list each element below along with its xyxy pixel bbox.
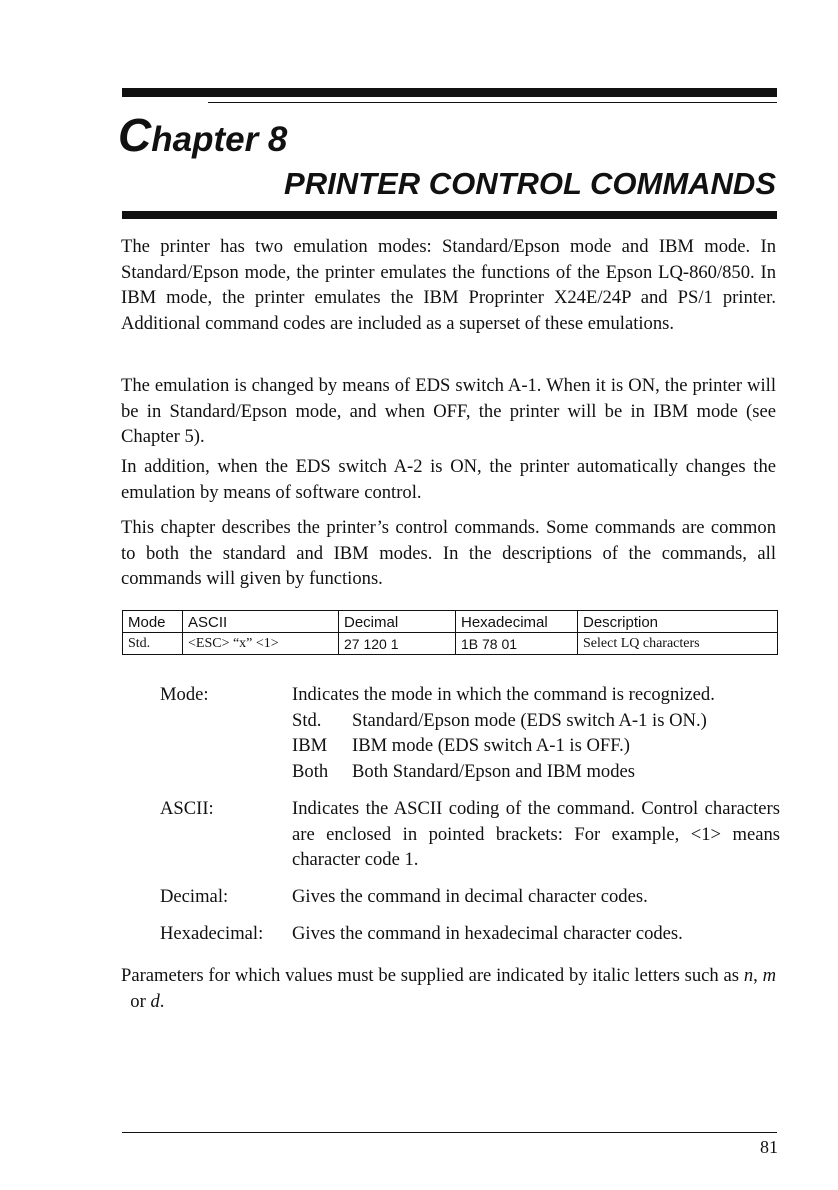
chapter-label-rest: hapter 8 [151,120,288,159]
header-description: Description [578,611,778,633]
chapter-bottom-thick-rule [122,211,777,219]
header-decimal: Decimal [339,611,456,633]
header-hexadecimal: Hexadecimal [456,611,578,633]
parameters-comma: , [753,965,763,986]
param-d: d [150,990,160,1012]
definition-description: Gives the command in decimal character codes. [292,885,648,907]
example-hexadecimal: 1B 78 01 [456,633,578,655]
chapter-top-thick-rule [122,88,777,97]
intro-paragraph: The printer has two emulation modes: Standard/Epson mode and IBM mode. In Standard/Epson mode, the printer emulates the functions of the Epson LQ-860/850. In IBM mode, the printer emulates the IBM Proprinter X24E/24P and PS/1 printer. Additional command codes are included as a superset of these emulations. [121,236,776,335]
chapter-description-paragraph: This chapter describes the printer’s control commands. Some commands are common to both the standard and IBM modes. In the descriptions of the commands, all commands will given by functions. [121,517,776,590]
example-description: Select LQ characters [578,633,778,655]
chapter-label-initial: C [118,109,152,161]
param-m: m [762,965,776,986]
header-mode: Mode [123,611,183,633]
example-ascii: <ESC> “x” <1> [183,633,339,655]
mode-option-text: Both Standard/Epson and IBM modes [352,761,636,783]
mode-option-ibm [292,733,780,759]
parameters-text: Parameters for which values must be supplied are indicated by italic letters such as [121,965,744,986]
mode-option-std [292,708,780,734]
mode-option-text: Standard/Epson mode (EDS switch A-1 is ON.) [352,709,707,731]
table-row [123,633,778,655]
example-decimal: 27 120 1 [339,633,456,655]
emulation-switch-paragraph: The emulation is changed by means of EDS switch A-1. When it is ON, the printer will be in Standard/Epson mode, and when OFF, the printer will be in IBM mode (see Chapter 5). [121,375,776,448]
mode-option-both [292,759,780,785]
header-ascii: ASCII [183,611,339,633]
definition-term: ASCII: [160,797,214,819]
page-number: 81 [760,1137,778,1157]
definition-description: Gives the command in hexadecimal character codes. [292,922,683,944]
footer-rule [122,1132,777,1133]
command-format-table [122,610,778,655]
chapter-label [118,108,287,162]
auto-emulation-paragraph: In addition, when the EDS switch A-2 is ON, the printer automatically changes the emulation by means of software control. [121,456,776,503]
definition-hexadecimal [160,921,780,947]
parameters-or: or [121,990,151,1012]
definition-mode [160,682,780,785]
parameters-end: . [159,990,165,1012]
mode-option-code: Both [292,761,329,783]
table-header-row [123,611,778,633]
parameters-paragraph [121,963,776,1014]
definition-term: Mode: [160,684,209,705]
mode-option-text: IBM mode (EDS switch A-1 is OFF.) [352,735,630,757]
definition-list [160,682,780,957]
chapter-title: PRINTER CONTROL COMMANDS [284,166,776,201]
definition-term: Hexadecimal: [160,922,264,944]
definition-term: Decimal: [160,885,229,907]
example-mode: Std. [123,633,183,655]
param-n: n [743,965,754,986]
definition-description: Indicates the mode in which the command is recognized. [292,684,715,705]
definition-ascii [160,796,780,873]
definition-decimal [160,884,780,910]
mode-option-code: IBM [292,735,328,757]
definition-description: Indicates the ASCII coding of the command. Control characters are enclosed in pointed brackets: For example, <1> means character code 1. [292,797,780,871]
chapter-top-thin-rule [208,102,777,103]
mode-option-code: Std. [292,709,322,731]
